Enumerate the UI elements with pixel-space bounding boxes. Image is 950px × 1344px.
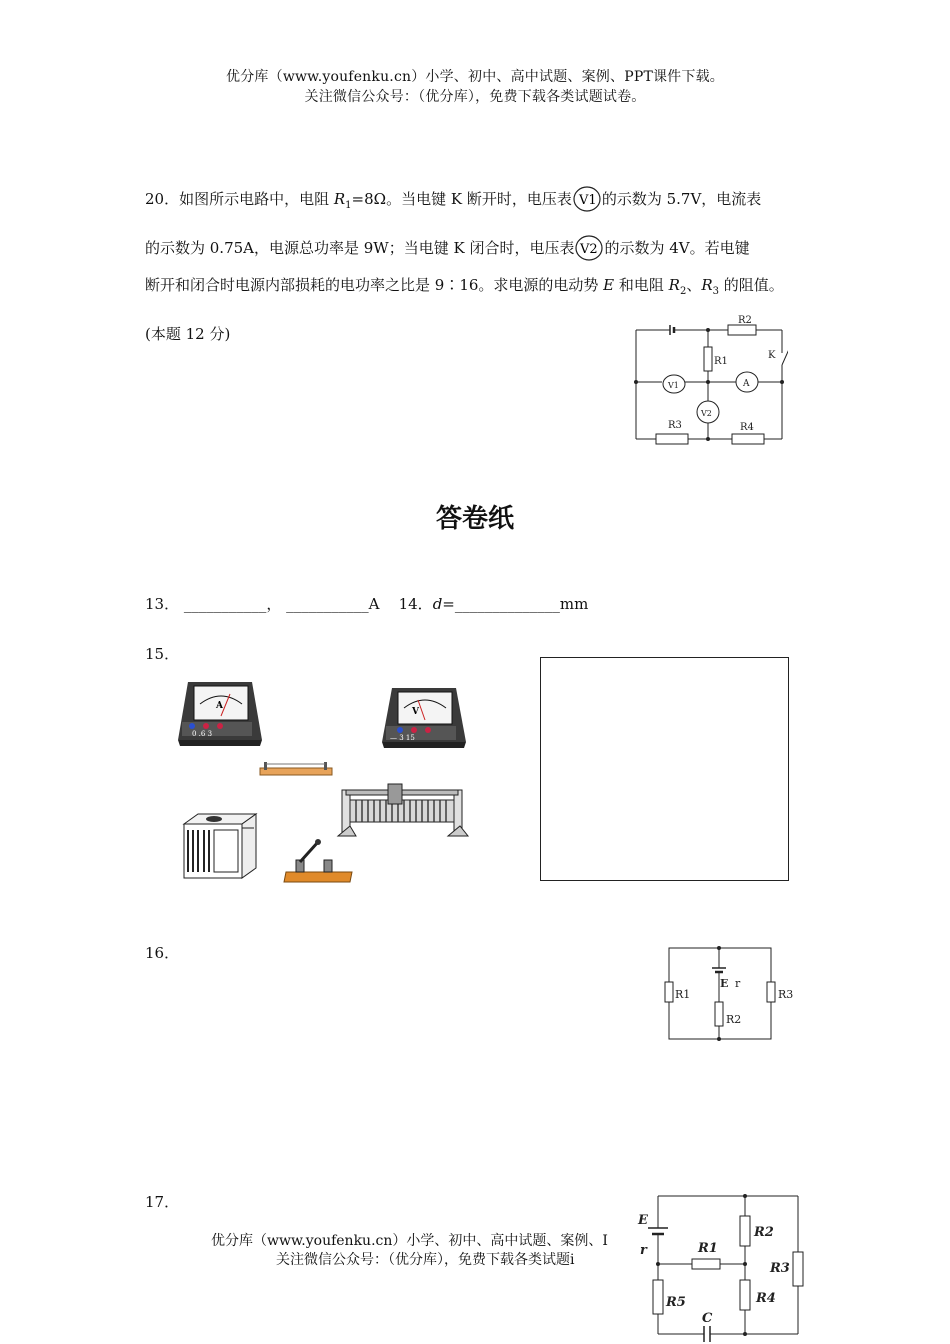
q15-number: 15． <box>145 645 180 663</box>
q16-circuit-diagram <box>660 940 800 1044</box>
footer-line-1: 优分库（www.youfenku.cn）小学、初中、高中试题、案例、I <box>211 1233 608 1249</box>
q20-score: (本题 12 分) <box>145 325 231 343</box>
footer-line-2: 关注微信公众号：（优分库），免费下载各类试题i <box>276 1252 575 1268</box>
label-r1: R1 <box>714 356 728 367</box>
label-r4: R4 <box>740 422 754 433</box>
svg-text:V2: V2 <box>580 242 599 257</box>
label-r2: R2 <box>726 1013 742 1026</box>
label-r3: R3 <box>770 1261 790 1276</box>
voltmeter-v1-icon <box>572 186 602 212</box>
label-a: A <box>743 379 750 389</box>
svg-text:0 .6 3: 0 .6 3 <box>192 730 213 738</box>
battery-box-icon <box>180 810 260 882</box>
svg-text:— 3 15: — 3 15 <box>390 734 415 742</box>
svg-text:V: V <box>412 707 419 717</box>
q20-circuit-diagram <box>628 315 788 445</box>
svg-text:V1: V1 <box>578 193 597 208</box>
q20-line-3: 断开和闭合时电源内部损耗的电功率之比是 9∶16。求电源的电动势 E 和电阻 $R_2$、$R_3$ 的阻值。 <box>145 276 784 297</box>
ammeter-icon <box>172 678 264 748</box>
label-r2: R2 <box>738 315 752 326</box>
label-v2: V2 <box>701 409 712 418</box>
label-e: E <box>720 977 729 990</box>
label-r2: R2 <box>754 1225 774 1240</box>
label-r-internal: r <box>640 1243 647 1258</box>
answer-sheet-title: 答卷纸 <box>435 504 514 534</box>
svg-text:A: A <box>216 701 223 711</box>
label-r1: R1 <box>698 1241 718 1256</box>
label-r1: R1 <box>675 988 691 1001</box>
q17-number: 17． <box>145 1193 180 1211</box>
knife-switch-icon <box>282 838 356 884</box>
q13-blank-2[interactable]: ___________ <box>286 595 369 613</box>
label-r5: R5 <box>666 1295 686 1310</box>
q13-q14-line: 13． ___________， ___________A 14．d=______________mm <box>145 595 589 613</box>
label-e: E <box>638 1213 648 1228</box>
q20-line-1: 20．如图所示电路中，电阻 $R_1=8\Omega$。当电键 K 断开时，电压表 V1 的示数为 5.7V，电流表 <box>145 186 761 212</box>
resistance-wire-icon <box>258 760 334 778</box>
q14-blank[interactable]: ______________ <box>454 595 560 613</box>
label-c: C <box>702 1311 713 1326</box>
q13-blank-1[interactable]: ___________ <box>183 595 267 613</box>
label-v1: V1 <box>668 381 679 390</box>
voltmeter-icon <box>378 684 470 750</box>
label-r4: R4 <box>756 1291 776 1306</box>
q17-circuit-diagram <box>630 1188 806 1344</box>
voltmeter-v2-icon <box>574 235 604 261</box>
label-k: K <box>768 350 776 361</box>
q16-number: 16． <box>145 944 180 962</box>
label-r3: R3 <box>778 988 794 1001</box>
header-line-1: 优分库（www.youfenku.cn）小学、初中、高中试题、案例、PPT课件下载。 <box>226 69 724 85</box>
q20-line-2: 的示数为 0.75A，电源总功率是 9W；当电键 K 闭合时，电压表 V2 的示数为 4V。若电键 <box>145 235 750 261</box>
header-line-2: 关注微信公众号：（优分库），免费下载各类试题试卷。 <box>304 89 646 105</box>
label-r3: R3 <box>668 420 682 431</box>
label-r-internal: r <box>735 977 741 990</box>
q15-drawing-box[interactable] <box>540 657 789 881</box>
rheostat-icon <box>336 780 482 844</box>
